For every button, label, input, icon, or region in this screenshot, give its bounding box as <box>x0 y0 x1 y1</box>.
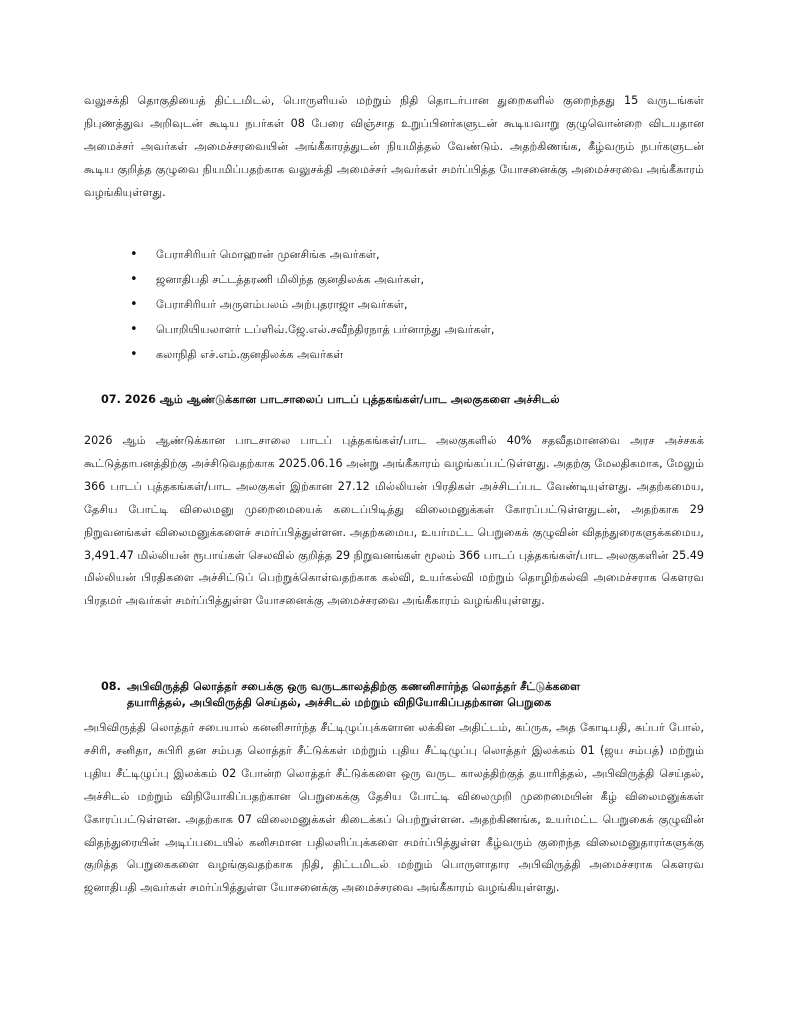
section8-heading-line2: தயாரித்தல், அபிவிருத்தி செய்தல், அச்சிடல் மற்றும் விநியோகிப்பதற்கான பெறுகை <box>127 696 552 709</box>
committee-member-list <box>124 245 494 370</box>
section8-heading-line1: அபிவிருத்தி லொத்தர் சபைக்கு ஒரு வருடகாலத்திற்கு கணனிசார்ந்த லொத்தர் சீட்டுக்களை <box>127 680 581 693</box>
section8-heading <box>101 679 705 711</box>
section7-paragraph: 2026 ஆம் ஆண்டுக்கான பாடசாலை பாடப் புத்தகங்கள்/பாட அலகுகளில் 40% சதவீதமானவை அரச அச்சகக் கூட்டுத்தாபனத்திற்கு அச்சிடுவதற்காக 2025.06.16 அன்று அங்கீகாரம் வழங்கப்பட்டுள்ளது. அதற்கு மேலதிகமாக, மேலும் 366 பாடப் புத்தகங்கள்/பாட அலகுகள் இற்கான 27.12 மில்லியன் பிரதிகள் அச்சிடப்பட வேண்டியுள்ளது. அதற்கமைய, தேசிய போட்டி விலைமனு முறைமையைக் கடைப்பிடித்து விலைமனுக்கள் கோரப்பட்டுள்ளதுடன், அதற்காக 29 நிறுவனங்கள் விலைமனுக்களைச் சமர்ப்பித்துள்ளன. அதற்கமைய, உயர்மட்ட பெறுகைக் குழுவின் விதந்துரைகளுக்கமைய, 3,491.47 மில்லியன் ரூபாய்கள் செலவில் குறித்த 29 நிறுவனங்கள் மூலம் 366 பாடப் புத்தகங்கள்/பாட அலகுகளின் 25.49 மில்லியன் பிரதிகளை அச்சிட்டுப் பெற்றுக்கொள்வதற்காக கல்வி, உயர்கல்வி மற்றும் தொழிற்கல்வி அமைச்சராக கௌரவ பிரதமர் அவர்கள் சமர்ப்பித்துள்ள யோசனைக்கு அமைச்சரவை அங்கீகாரம் வழங்கியுள்ளது. <box>84 434 704 608</box>
list-item: • பேராசிரியர் மொஹான் முனசிங்க அவர்கள், <box>124 245 494 270</box>
section6-paragraph: வலுசக்தி தொகுதியைத் திட்டமிடல், பொருளியல் மற்றும் நிதி தொடர்பான துறைகளில் குறைந்தது 15 வருடங்கள் நிபுணத்துவ அறிவுடன் கூடிய நபர்கள் 08 பேரை விஞ்சாத உறுப்பினர்களுடன் கூடியவாறு குழுவொன்றை விடயதான அமைச்சர் அவர்கள் அமைச்சரவையின் அங்கீகாரத்துடன் நியமித்தல் வேண்டும். அதற்கிணங்க, கீழ்வரும் நபர்களுடன் கூடிய குறித்த குழுவை நியமிப்பதற்காக வலுசக்தி அமைச்சர் அவர்கள் சமர்ப்பித்த யோசனைக்கு அமைச்சரவை அங்கீகாரம் வழங்கியுள்ளது. <box>84 94 704 199</box>
list-item: • பேராசிரியர் அருளம்பலம் அற்புதராஜா அவர்கள், <box>124 295 494 320</box>
list-item: • கலாநிதி எச்.எம்.குனதிலக்க அவர்கள் <box>124 345 494 370</box>
section7-heading: 07. 2026 ஆம் ஆண்டுக்கான பாடசாலைப் பாடப் புத்தகங்கள்/பாட அலகுகளை அச்சிடல் <box>101 393 560 406</box>
list-item: • பொறியியலாளர் டப்ளிவ்.ஜே.எல்.சவீந்திரநாத் பர்னாந்து அவர்கள், <box>124 320 494 345</box>
section8-paragraph: அபிவிருத்தி லொத்தர் சபையால் கனனிசார்ந்த சீட்டிழுப்புக்களான லக்கின அதிட்டம், கப்ருக, அத கோடிபதி, சுப்பர் போல், சசிரி, சனிதா, சுபிரி தன சம்பத லொத்தர் சீட்டுக்கள் மற்றும் புதிய சீட்டிழுப்பு லொத்தர் இலக்கம் 01 (ஜய சம்பத்) மற்றும் புதிய சீட்டிழுப்பு இலக்கம் 02 போன்ற லொத்தர் சீட்டுக்களை ஒரு வருட காலத்திற்குத் தயாரித்தல், அபிவிருத்தி செய்தல், அச்சிடல் மற்றும் விநியோகிப்பதற்கான பெறுகைக்கு தேசிய போட்டி விலைமுறி முறைமையின் கீழ் விலைமனுக்கள் கோரப்பட்டுள்ளன. அதற்காக 07 விலைமனுக்கள் கிடைக்கப் பெற்றுள்ளன. அதற்கிணங்க, உயர்மட்ட பெறுகைக் குழுவின் விதந்துரையின் அடிப்படையில் கனிசமான பதிலளிப்புக்களை சமர்ப்பித்துள்ள கீழ்வரும் குறைந்த விலைமனுதாரர்களுக்கு குறித்த பெறுகைகளை வழங்குவதற்காக நிதி, திட்டமிடல் மற்றும் பொருளாதார அபிவிருத்தி அமைச்சராக கௌரவ ஜனாதிபதி அவர்கள் சமர்ப்பித்துள்ள யோசனைக்கு அமைச்சரவை அங்கீகாரம் வழங்கியுள்ளது. <box>84 721 704 895</box>
list-item: • ஜனாதிபதி சட்டத்தரணி மிலிந்த குனதிலக்க அவர்கள், <box>124 270 494 295</box>
section8-number: 08. <box>101 680 121 693</box>
